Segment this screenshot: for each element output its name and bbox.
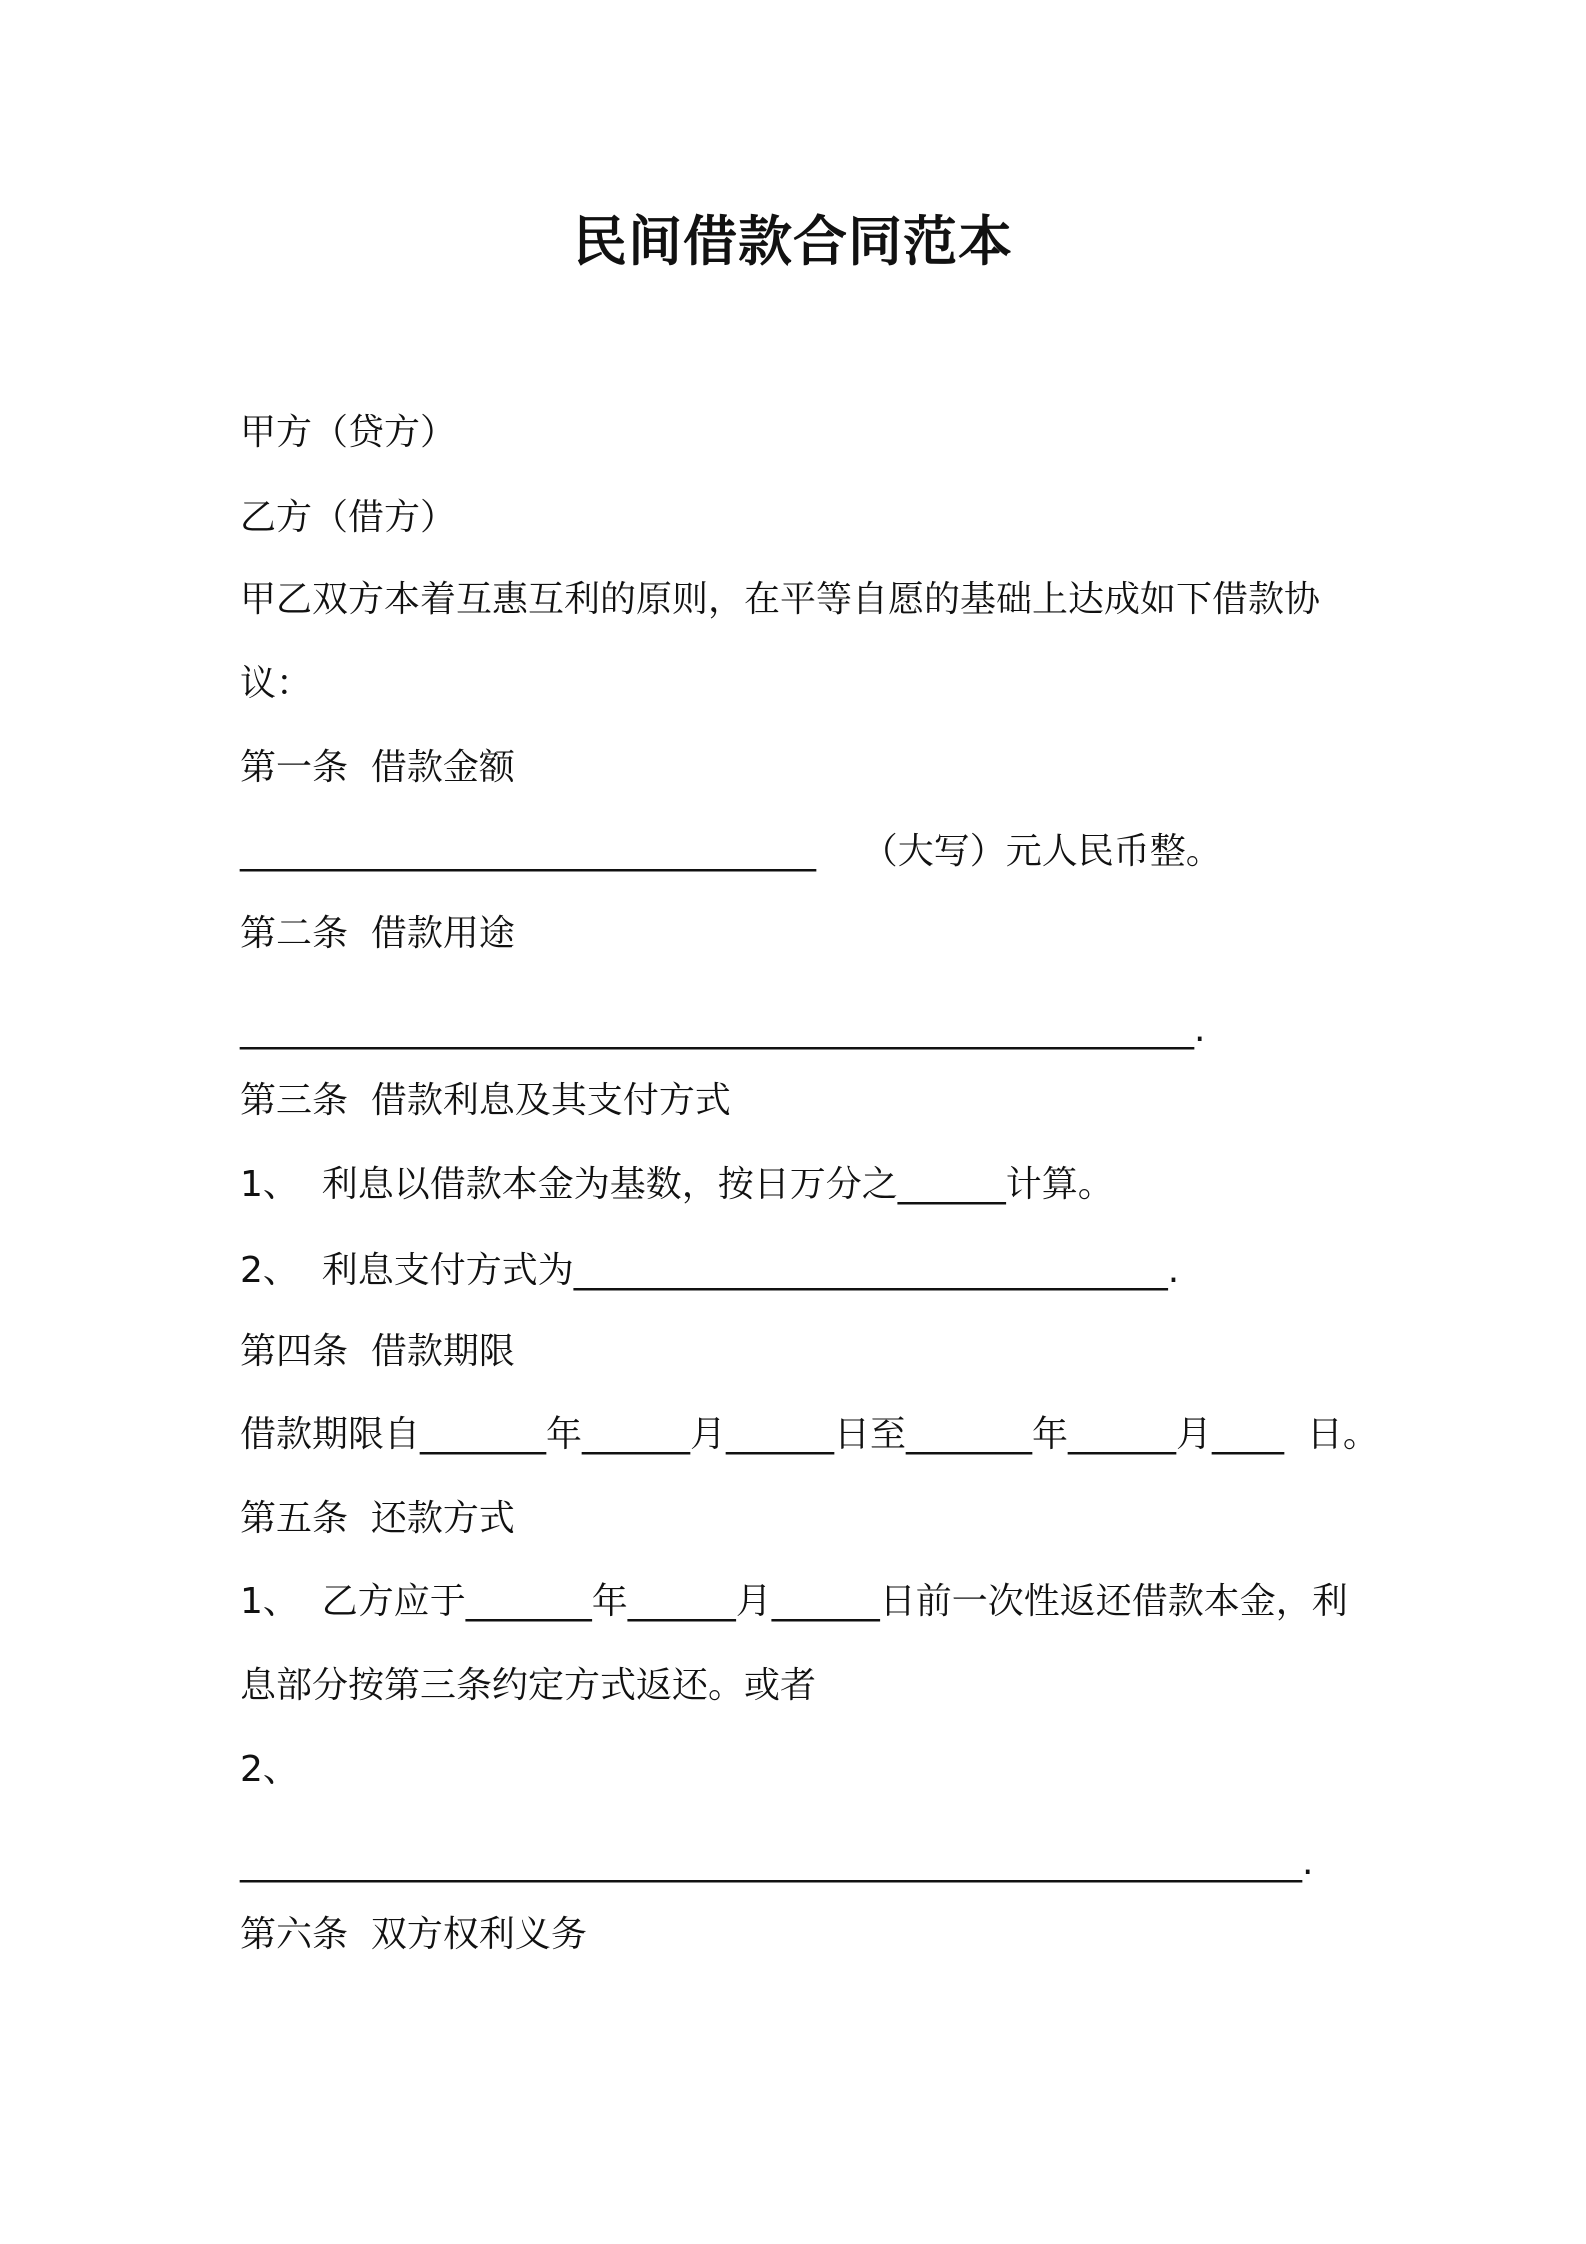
article-5-clause-2-blank: ___________________________________________________________. <box>240 1842 1314 1883</box>
preamble-line-2: 议： <box>240 663 313 704</box>
article-1-heading: 第一条 借款金额 <box>240 747 515 788</box>
article-5-clause-2-label: 2、 <box>240 1749 299 1790</box>
preamble-line-1: 甲乙双方本着互惠互利的原则，在平等自愿的基础上达成如下借款协 <box>240 579 1321 620</box>
article-1-amount-line: ________________________________ （大写）元人民币整。 <box>240 831 1222 872</box>
article-2-heading: 第二条 借款用途 <box>240 913 515 954</box>
article-5-clause-1-line-2: 息部分按第三条约定方式返还。或者 <box>240 1665 817 1706</box>
article-3-clause-2: 2、 利息支付方式为_________________________________. <box>240 1250 1180 1291</box>
article-3-clause-1: 1、 利息以借款本金为基数，按日万分之______计算。 <box>240 1164 1114 1205</box>
article-5-clause-1-line-1: 1、 乙方应于_______年______月______日前一次性返还借款本金，利 <box>240 1581 1348 1622</box>
article-6-heading: 第六条 双方权利义务 <box>240 1914 587 1955</box>
party-b-label: 乙方（借方） <box>240 497 457 538</box>
document-title: 民间借款合同范本 <box>573 210 1013 273</box>
party-a-label: 甲方（贷方） <box>240 412 457 453</box>
article-4-heading: 第四条 借款期限 <box>240 1331 515 1372</box>
article-4-term-line: 借款期限自_______年______月______日至_______年______月____ 日。 <box>240 1414 1379 1455</box>
article-3-heading: 第三条 借款利息及其支付方式 <box>240 1080 731 1121</box>
article-2-purpose-blank: _____________________________________________________. <box>240 1009 1206 1050</box>
article-5-heading: 第五条 还款方式 <box>240 1498 515 1539</box>
